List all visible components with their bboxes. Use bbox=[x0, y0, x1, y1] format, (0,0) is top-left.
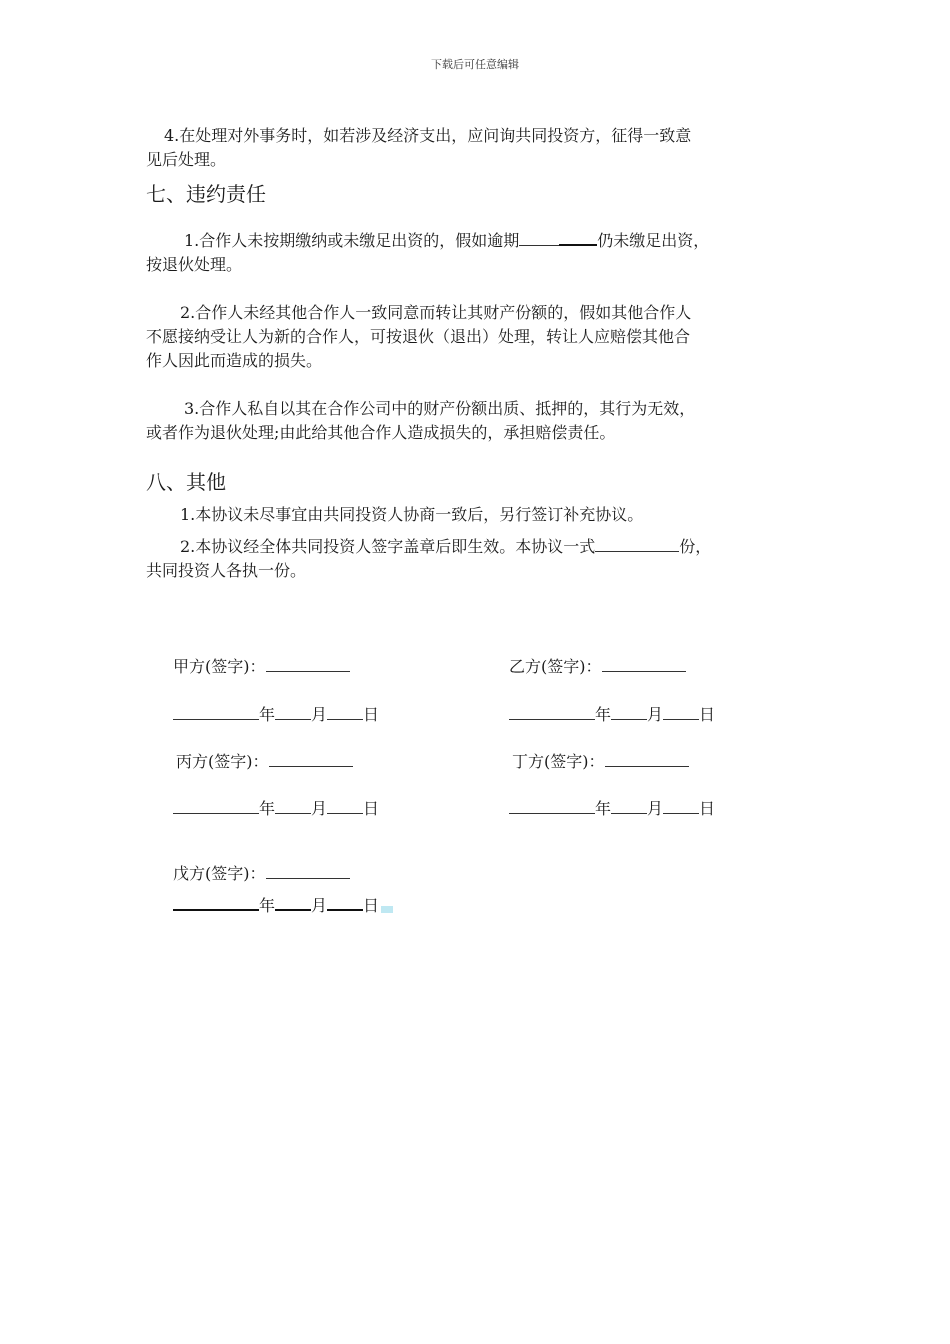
month-blank bbox=[275, 895, 311, 911]
day-blank bbox=[327, 799, 363, 814]
section-8-item-1 bbox=[146, 503, 806, 527]
signature-party-d: 丁方(签字)： bbox=[512, 751, 689, 773]
section-8-title: 八、其他 bbox=[146, 470, 226, 494]
blank-line bbox=[559, 230, 597, 246]
clause-line: 作人因此而造成的损失。 bbox=[146, 351, 323, 370]
clause-item-4 bbox=[146, 124, 806, 172]
month-blank bbox=[275, 705, 311, 720]
clause-line: 1.本协议未尽事宜由共同投资人协商一致后，另行签订补充协议。 bbox=[180, 505, 644, 524]
section-8-item-2 bbox=[146, 535, 806, 583]
month-blank bbox=[611, 799, 647, 814]
signature-party-e: 戊方(签字)： bbox=[173, 863, 350, 885]
date-party-d: 年 月 日 bbox=[509, 798, 715, 820]
section-7-item-1 bbox=[146, 229, 806, 277]
signature-blank bbox=[605, 752, 689, 767]
text-cursor-marker bbox=[381, 906, 393, 913]
month-blank bbox=[275, 799, 311, 814]
signature-blank bbox=[266, 657, 350, 672]
blank-line bbox=[519, 231, 559, 246]
year-blank bbox=[509, 705, 595, 720]
signature-blank bbox=[602, 657, 686, 672]
clause-text: 份， bbox=[679, 537, 712, 556]
clause-text: 2.本协议经全体共同投资人签字盖章后即生效。本协议一式 bbox=[180, 537, 596, 556]
year-blank bbox=[173, 705, 259, 720]
signature-party-b: 乙方(签字)： bbox=[509, 656, 686, 678]
signature-blank bbox=[269, 752, 353, 767]
clause-line: 不愿接纳受让人为新的合作人，可按退伙（退出）处理，转让人应赔偿其他合 bbox=[146, 327, 691, 346]
date-party-e: 年 月 日 bbox=[173, 895, 393, 917]
day-blank bbox=[663, 705, 699, 720]
clause-line: 见后处理。 bbox=[146, 150, 227, 169]
clause-text: 1.合作人未按期缴纳或未缴足出资的，假如逾期 bbox=[184, 231, 520, 250]
signature-blank bbox=[266, 864, 350, 879]
date-party-a: 年 月 日 bbox=[173, 704, 379, 726]
day-blank bbox=[663, 799, 699, 814]
section-7-item-2 bbox=[146, 301, 806, 373]
clause-line: 按退伙处理。 bbox=[146, 255, 243, 274]
day-blank bbox=[327, 895, 363, 911]
year-blank bbox=[509, 799, 595, 814]
clause-text: 仍未缴足出资， bbox=[597, 231, 710, 250]
signature-party-c: 丙方(签字)： bbox=[176, 751, 353, 773]
date-party-b: 年 月 日 bbox=[509, 704, 715, 726]
clause-line: 2.合作人未经其他合作人一致同意而转让其财产份额的，假如其他合作人 bbox=[180, 303, 692, 322]
section-7-item-3 bbox=[146, 397, 806, 445]
signature-party-a: 甲方(签字)： bbox=[173, 656, 350, 678]
year-blank bbox=[173, 799, 259, 814]
date-party-c: 年 月 日 bbox=[173, 798, 379, 820]
clause-line: 或者作为退伙处理;由此给其他合作人造成损失的，承担赔偿责任。 bbox=[146, 423, 616, 442]
clause-line: 4.在处理对外事务时，如若涉及经济支出，应问询共同投资方，征得一致意 bbox=[164, 126, 692, 145]
page-header-note: 下载后可任意编辑 bbox=[431, 58, 519, 71]
month-blank bbox=[611, 705, 647, 720]
blank-line bbox=[595, 537, 679, 552]
section-7-title: 七、违约责任 bbox=[146, 182, 266, 206]
clause-line: 共同投资人各执一份。 bbox=[146, 561, 307, 580]
clause-line: 3.合作人私自以其在合作公司中的财产份额出质、抵押的，其行为无效， bbox=[184, 399, 696, 418]
year-blank bbox=[173, 895, 259, 911]
day-blank bbox=[327, 705, 363, 720]
